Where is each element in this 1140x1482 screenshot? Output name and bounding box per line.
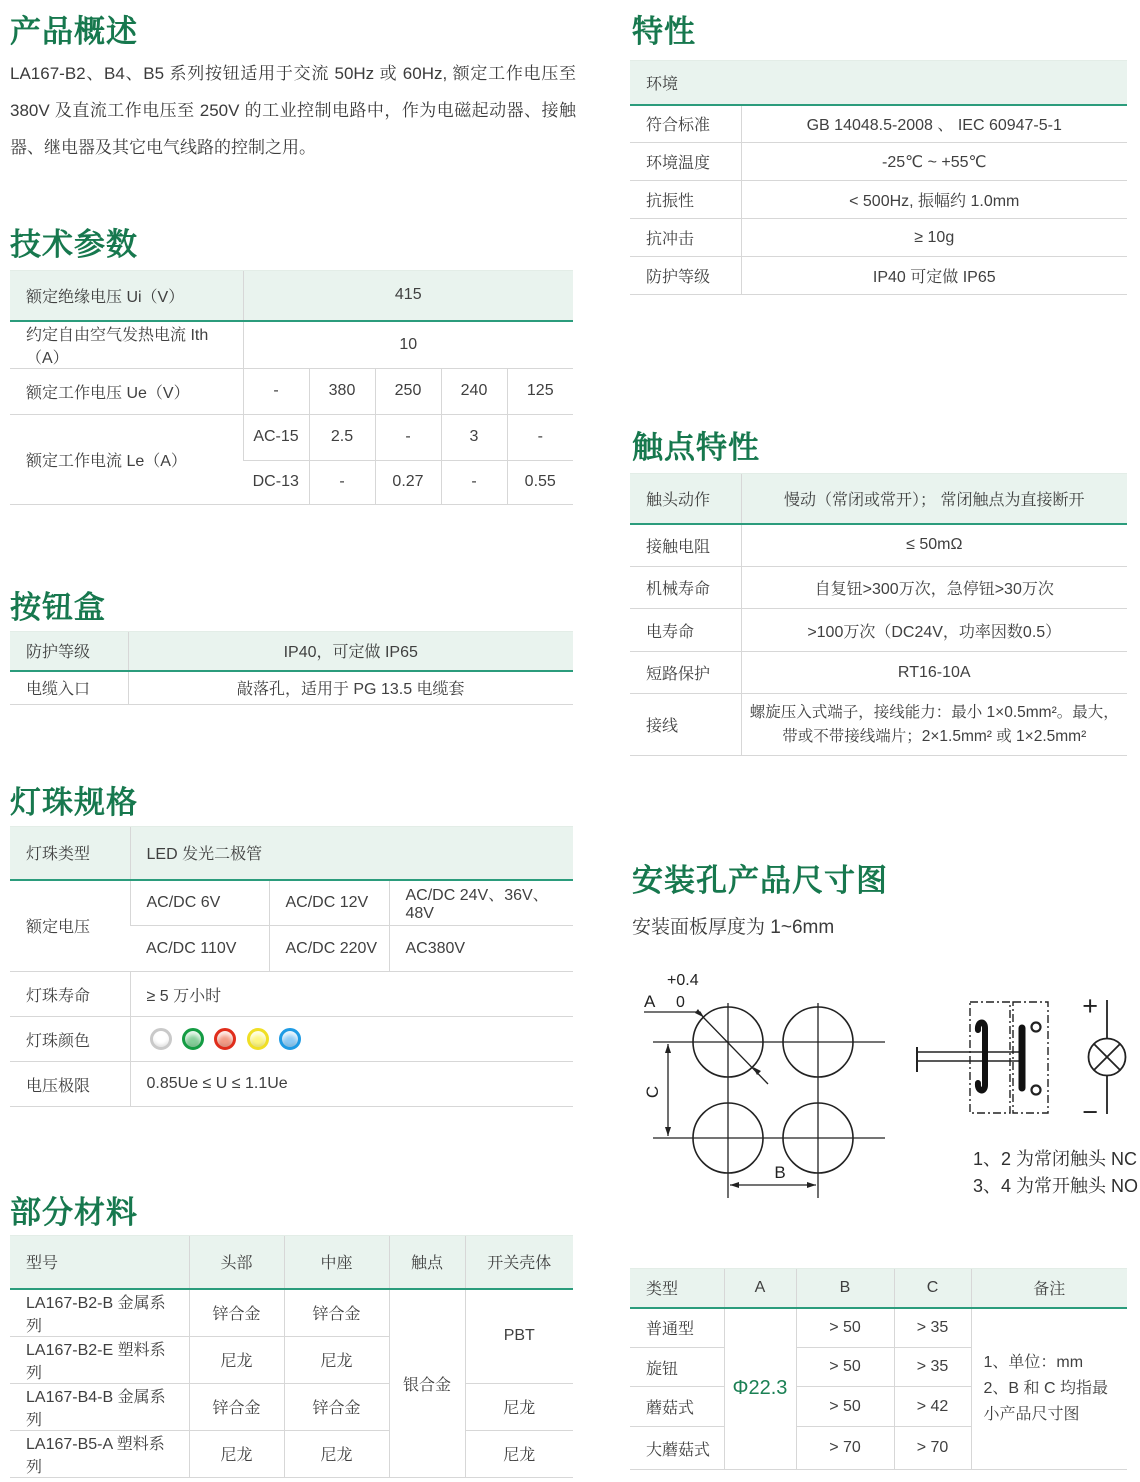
dimension-a bbox=[644, 972, 768, 1084]
cell-value: IP40，可定做 IP65 bbox=[128, 632, 573, 671]
contact-props-table bbox=[630, 473, 1127, 756]
table-header-row bbox=[630, 61, 1127, 105]
table-row bbox=[10, 1017, 573, 1062]
cell-value: 240 bbox=[441, 368, 507, 414]
cell-value: - bbox=[441, 460, 507, 504]
center-lines bbox=[653, 1003, 885, 1198]
cell-value: 自复钮>300万次，急停钮>30万次 bbox=[741, 567, 1127, 609]
section-title-tech-params: 技术参数 bbox=[10, 227, 138, 262]
cell-value: 尼龙 bbox=[189, 1336, 284, 1383]
cell-value: - bbox=[507, 414, 573, 460]
row-label: 灯珠寿命 bbox=[10, 972, 130, 1017]
cell-value: 锌合金 bbox=[284, 1289, 389, 1337]
actuator-shaft bbox=[917, 1047, 1020, 1072]
section-title-product-overview: 产品概述 bbox=[10, 14, 138, 49]
column-header: A bbox=[724, 1269, 796, 1308]
table-row bbox=[630, 181, 1127, 219]
button-box-table bbox=[10, 631, 573, 705]
table-row bbox=[630, 652, 1127, 694]
cell-value: > 42 bbox=[894, 1387, 971, 1427]
table-row bbox=[630, 609, 1127, 652]
row-label: 灯珠颜色 bbox=[10, 1017, 130, 1062]
cell-value: GB 14048.5-2008 、 IEC 60947-5-1 bbox=[741, 105, 1127, 143]
column-header: 中座 bbox=[284, 1236, 389, 1289]
cell-model: LA167-B2-E 塑料系列 bbox=[10, 1336, 189, 1383]
table-row bbox=[10, 368, 573, 414]
table-row bbox=[10, 972, 573, 1017]
cell-shell-material: 尼龙 bbox=[465, 1383, 573, 1430]
section-title-contact-props: 触点特性 bbox=[632, 430, 760, 465]
cell-subcategory: DC-13 bbox=[243, 460, 309, 504]
section-title-materials: 部分材料 bbox=[10, 1195, 138, 1230]
materials-table bbox=[10, 1235, 573, 1478]
table-row bbox=[10, 271, 573, 321]
led-color-yellow-swatch bbox=[247, 1028, 269, 1050]
table-row bbox=[630, 257, 1127, 295]
led-color-swatches bbox=[130, 1017, 573, 1062]
lamp-plus-label: + bbox=[1082, 991, 1098, 1021]
row-label: 短路保护 bbox=[630, 652, 741, 694]
section-title-led-spec: 灯珠规格 bbox=[10, 785, 138, 820]
section-title-button-box: 按钮盒 bbox=[10, 590, 106, 625]
cell-value: 10 bbox=[243, 321, 573, 369]
led-color-red-swatch bbox=[214, 1028, 236, 1050]
contact-block-outline bbox=[970, 1002, 1048, 1113]
row-label: 接触电阻 bbox=[630, 524, 741, 567]
cell-value: 慢动（常闭或常开）； 常闭触点为直接断开 bbox=[741, 474, 1127, 524]
row-label: 触头动作 bbox=[630, 474, 741, 524]
cell-value: 锌合金 bbox=[189, 1383, 284, 1430]
led-color-green-swatch bbox=[182, 1028, 204, 1050]
table-row bbox=[10, 1062, 573, 1107]
cell-shell-material: PBT bbox=[465, 1289, 573, 1384]
table-row bbox=[630, 1308, 1127, 1348]
mounting-panel-thickness-note: 安装面板厚度为 1~6mm bbox=[632, 917, 835, 938]
cell-value: RT16-10A bbox=[741, 652, 1127, 694]
no-contact-terminals bbox=[1032, 1023, 1041, 1095]
cell-value: 锌合金 bbox=[284, 1383, 389, 1430]
cell-contact-material: 银合金 bbox=[389, 1289, 465, 1478]
table-header-row bbox=[630, 1269, 1127, 1308]
cell-model: LA167-B4-B 金属系列 bbox=[10, 1383, 189, 1430]
column-header: B bbox=[796, 1269, 894, 1308]
cell-type: 蘑菇式 bbox=[630, 1387, 724, 1427]
led-color-white-swatch bbox=[150, 1028, 172, 1050]
dim-a-label: A bbox=[644, 992, 656, 1011]
cell-value: AC/DC 12V bbox=[269, 880, 389, 926]
column-header: C bbox=[894, 1269, 971, 1308]
cell-value: 380 bbox=[309, 368, 375, 414]
table-header-row bbox=[630, 474, 1127, 524]
cell-value: AC/DC 220V bbox=[269, 926, 389, 972]
cell-value: < 500Hz, 振幅约 1.0mm bbox=[741, 181, 1127, 219]
cell-value: - bbox=[309, 460, 375, 504]
table-row bbox=[10, 1289, 573, 1337]
row-label: 抗振性 bbox=[630, 181, 741, 219]
row-label: 电缆入口 bbox=[10, 671, 128, 705]
features-table bbox=[630, 60, 1127, 295]
cell-value: 敲落孔，适用于 PG 13.5 电缆套 bbox=[128, 671, 573, 705]
row-label: 防护等级 bbox=[630, 257, 741, 295]
table-header-row bbox=[10, 1236, 573, 1289]
group-header: 环境 bbox=[630, 61, 1127, 105]
note-nc: 1、2 为常闭触头 NC bbox=[973, 1149, 1138, 1169]
cell-value: 2.5 bbox=[309, 414, 375, 460]
column-header: 头部 bbox=[189, 1236, 284, 1289]
cell-value: 0.55 bbox=[507, 460, 573, 504]
table-row bbox=[630, 524, 1127, 567]
mounting-dimensions-table bbox=[630, 1268, 1127, 1470]
column-header: 开关壳体 bbox=[465, 1236, 573, 1289]
column-header: 类型 bbox=[630, 1269, 724, 1308]
note-no: 3、4 为常开触头 NO bbox=[973, 1176, 1139, 1196]
cell-type: 大蘑菇式 bbox=[630, 1427, 724, 1470]
dim-a-tolerance-lower: 0 bbox=[676, 994, 685, 1011]
cell-value: ≥ 10g bbox=[741, 219, 1127, 257]
row-label: 电压极限 bbox=[10, 1062, 130, 1107]
led-color-blue-swatch bbox=[279, 1028, 301, 1050]
cell-value: > 35 bbox=[894, 1348, 971, 1387]
table-row bbox=[630, 105, 1127, 143]
cell-value: - bbox=[243, 368, 309, 414]
cell-value: 0.27 bbox=[375, 460, 441, 504]
dim-c-label: C bbox=[643, 1085, 662, 1099]
cell-remarks bbox=[971, 1308, 1127, 1470]
cell-value: ≥ 5 万小时 bbox=[130, 972, 573, 1017]
cell-value: IP40 可定做 IP65 bbox=[741, 257, 1127, 295]
table-row bbox=[630, 567, 1127, 609]
cell-value: AC/DC 110V bbox=[130, 926, 269, 972]
table-row bbox=[630, 219, 1127, 257]
table-row bbox=[10, 321, 573, 369]
row-label: 抗冲击 bbox=[630, 219, 741, 257]
section-title-mounting: 安装孔产品尺寸图 bbox=[632, 863, 888, 898]
cell-value: 250 bbox=[375, 368, 441, 414]
cell-value: - bbox=[375, 414, 441, 460]
cell-value: 0.85Ue ≤ U ≤ 1.1Ue bbox=[130, 1062, 573, 1107]
row-label: 环境温度 bbox=[630, 143, 741, 181]
dimension-b bbox=[730, 1163, 816, 1188]
table-row bbox=[10, 1430, 573, 1477]
dim-a-tolerance-upper: +0.4 bbox=[667, 972, 699, 989]
dimension-c bbox=[643, 1044, 671, 1136]
row-label: 约定自由空气发热电流 Ith（A） bbox=[10, 321, 243, 369]
cell-value: >100万次（DC24V，功率因数0.5） bbox=[741, 609, 1127, 652]
cell-value: ≤ 50mΩ bbox=[741, 524, 1127, 567]
cell-value: 3 bbox=[441, 414, 507, 460]
cell-value: 锌合金 bbox=[189, 1289, 284, 1337]
remark-line: 2、B 和 C 均指最小产品尺寸图 bbox=[983, 1379, 1108, 1423]
table-row bbox=[10, 827, 573, 880]
section-title-features: 特性 bbox=[632, 14, 696, 49]
table-row bbox=[10, 632, 573, 671]
row-label: 额定电压 bbox=[10, 880, 130, 972]
cell-value: > 70 bbox=[796, 1427, 894, 1470]
dim-b-label: B bbox=[774, 1163, 786, 1182]
table-row bbox=[10, 671, 573, 705]
product-overview-paragraph: LA167-B2、B4、B5 系列按钮适用于交流 50Hz 或 60Hz, 额定工作电压至 380V 及直流工作电压至 250V 的工业控制电路中，作为电磁起动器、接触器、继电器及其它电气线路的控制之用。 bbox=[10, 64, 576, 157]
column-header: 型号 bbox=[10, 1236, 189, 1289]
contact-notes bbox=[973, 1146, 1138, 1200]
table-row bbox=[10, 880, 573, 926]
cell-type: 旋钮 bbox=[630, 1348, 724, 1387]
row-label: 机械寿命 bbox=[630, 567, 741, 609]
cell-value: > 50 bbox=[796, 1387, 894, 1427]
mounting-hole-drawing bbox=[640, 955, 890, 1220]
led-spec-table bbox=[10, 826, 573, 1107]
nc-contact-symbol bbox=[978, 1023, 985, 1091]
lamp-symbol bbox=[1082, 991, 1125, 1127]
row-label: 额定工作电流 Le（A） bbox=[10, 414, 243, 504]
row-label: 电寿命 bbox=[630, 609, 741, 652]
cell-value: > 35 bbox=[894, 1308, 971, 1348]
cell-value: 尼龙 bbox=[189, 1430, 284, 1477]
cell-value: > 70 bbox=[894, 1427, 971, 1470]
table-row bbox=[630, 694, 1127, 756]
cell-value: 尼龙 bbox=[284, 1336, 389, 1383]
table-row bbox=[630, 143, 1127, 181]
cell-model: LA167-B5-A 塑料系列 bbox=[10, 1430, 189, 1477]
table-row bbox=[10, 414, 573, 460]
column-header: 触点 bbox=[389, 1236, 465, 1289]
cell-value: -25℃ ~ +55℃ bbox=[741, 143, 1127, 181]
remark-line: 1、单位：mm bbox=[983, 1353, 1084, 1371]
row-label: 接线 bbox=[630, 694, 741, 756]
column-header: 备注 bbox=[971, 1269, 1127, 1308]
cell-value: AC380V bbox=[389, 926, 573, 972]
cell-value: 尼龙 bbox=[284, 1430, 389, 1477]
cell-subcategory: AC-15 bbox=[243, 414, 309, 460]
cell-value: AC/DC 24V、36V、48V bbox=[389, 880, 573, 926]
tech-params-table bbox=[10, 270, 573, 505]
cell-value: > 50 bbox=[796, 1308, 894, 1348]
row-label: 灯珠类型 bbox=[10, 827, 130, 880]
cell-value: 螺旋压入式端子，接线能力：最小 1×0.5mm²。最大，带或不带接线端片；2×1.5mm² 或 1×2.5mm² bbox=[741, 694, 1127, 756]
cell-shell-material: 尼龙 bbox=[465, 1430, 573, 1477]
lamp-minus-label: − bbox=[1082, 1097, 1098, 1127]
row-label: 额定工作电压 Ue（V） bbox=[10, 368, 243, 414]
cell-model: LA167-B2-B 金属系列 bbox=[10, 1289, 189, 1337]
row-label: 符合标准 bbox=[630, 105, 741, 143]
cell-value: 125 bbox=[507, 368, 573, 414]
row-label: 防护等级 bbox=[10, 632, 128, 671]
cell-value: LED 发光二极管 bbox=[130, 827, 573, 880]
cell-type: 普通型 bbox=[630, 1308, 724, 1348]
cell-diameter: Φ22.3 bbox=[724, 1308, 796, 1470]
cell-value: > 50 bbox=[796, 1348, 894, 1387]
row-label: 额定绝缘电压 Ui（V） bbox=[10, 271, 243, 321]
cell-value: AC/DC 6V bbox=[130, 880, 269, 926]
cell-value: 415 bbox=[243, 271, 573, 321]
table-row bbox=[10, 1383, 573, 1430]
